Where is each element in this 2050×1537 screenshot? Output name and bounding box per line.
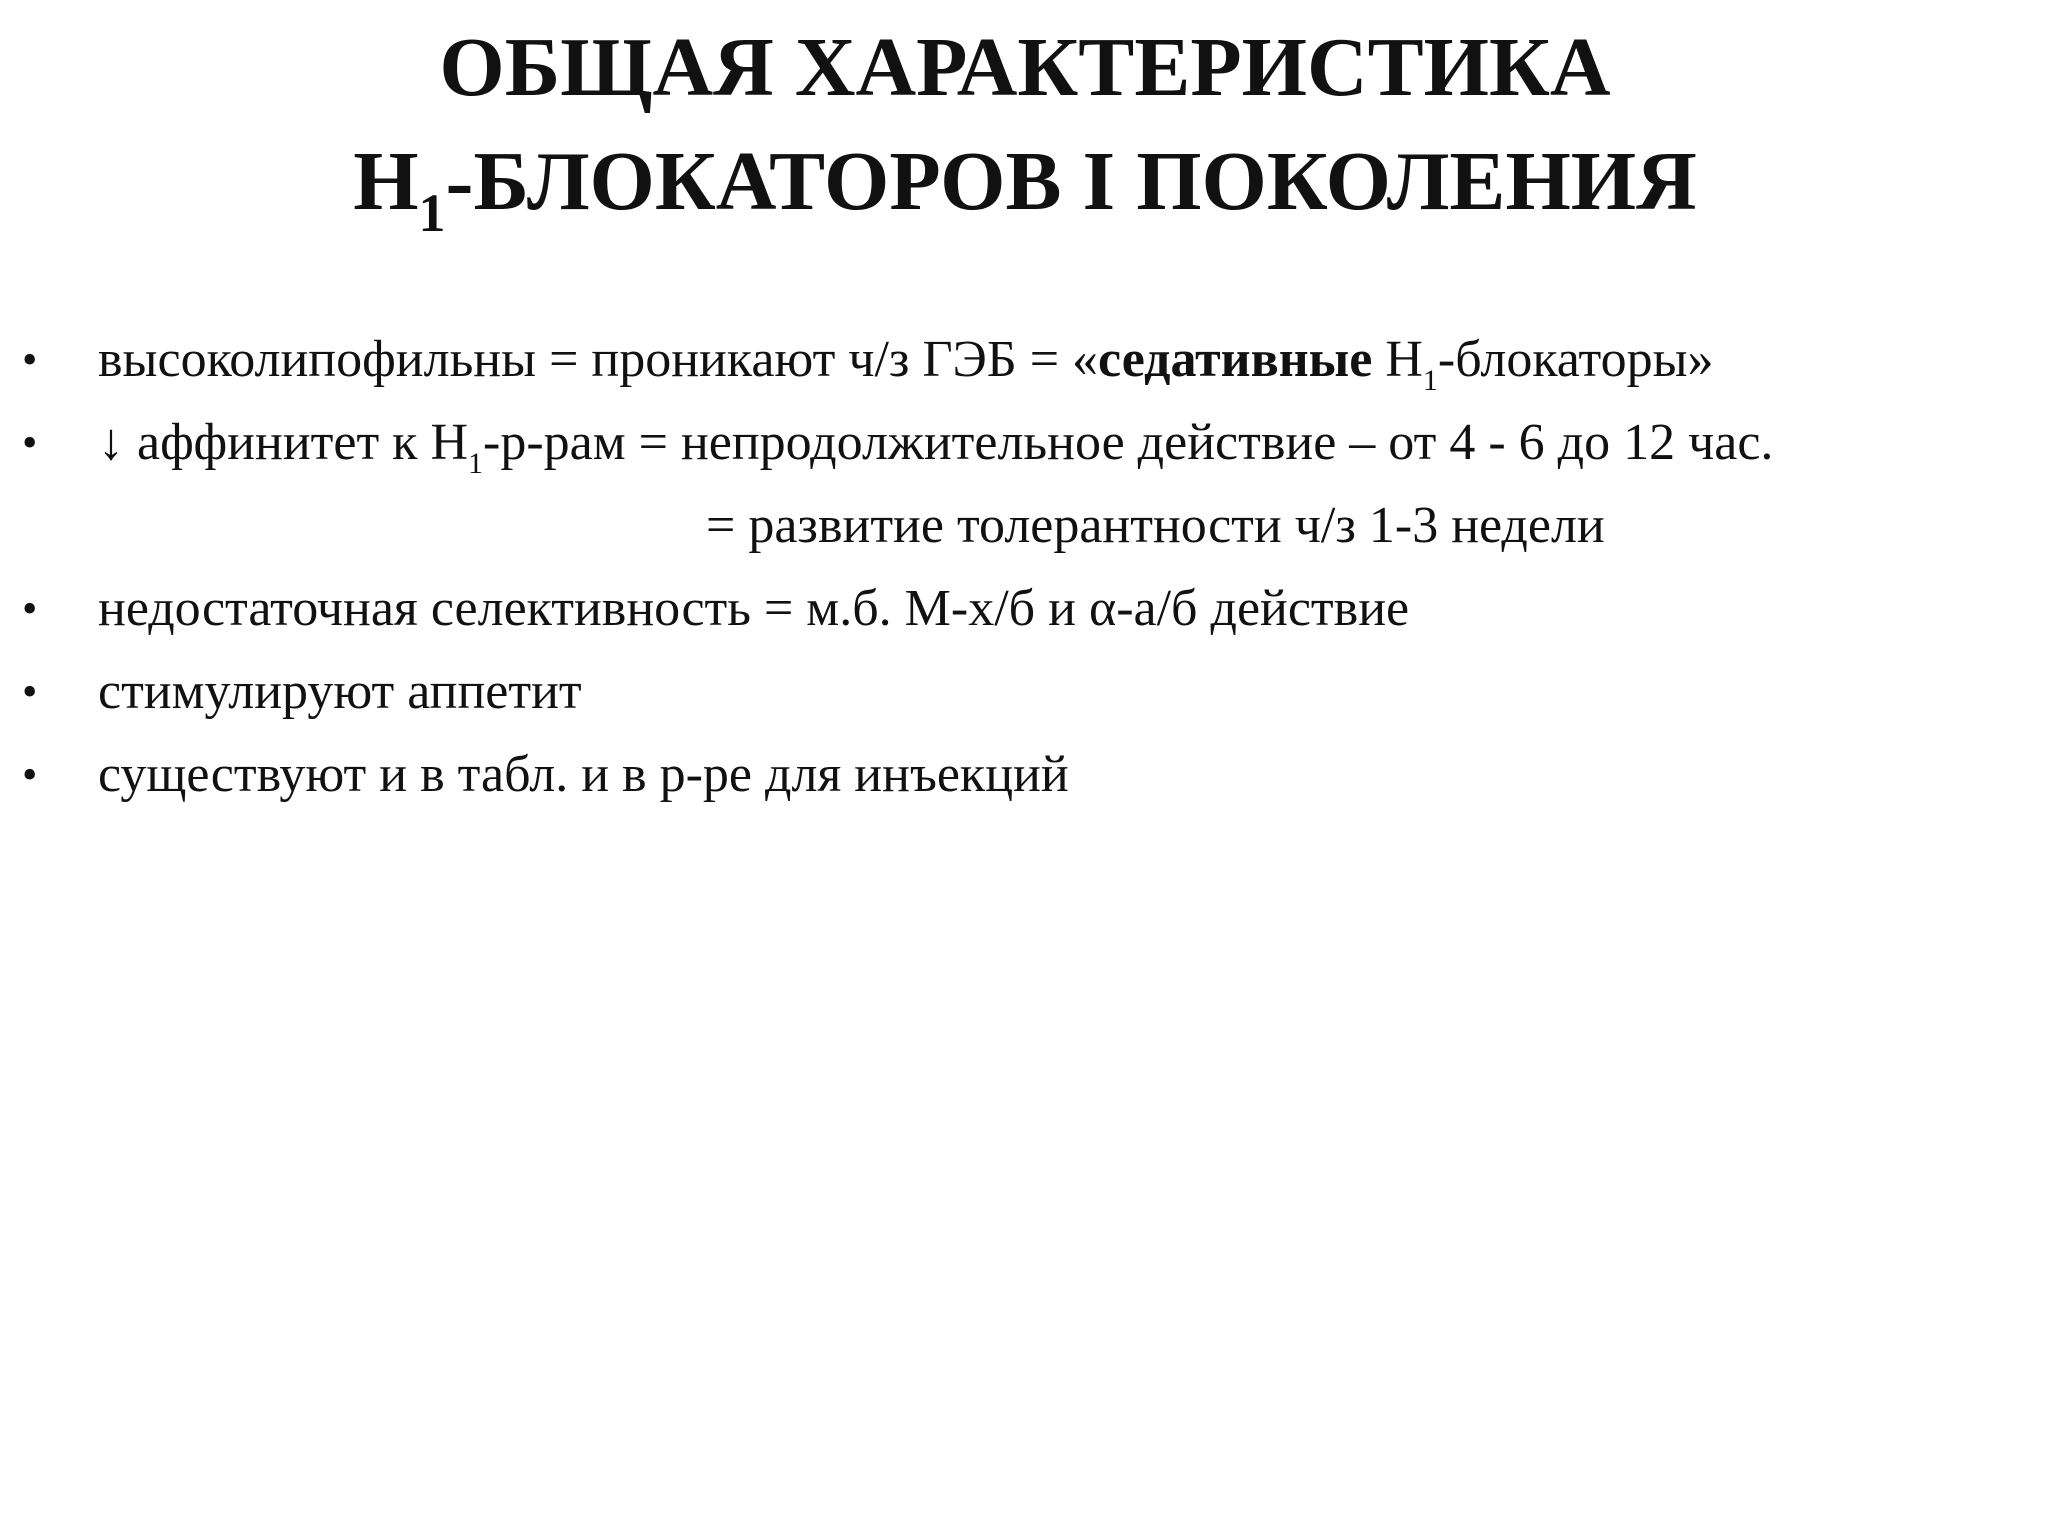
bullet-1-pre: высоколипофильны = проникают ч/з ГЭБ = « bbox=[98, 331, 1099, 388]
bullet-1-bold: седативные bbox=[1098, 331, 1373, 388]
bullet-1-mid: Н bbox=[1372, 331, 1423, 388]
slide-title-line-2 bbox=[0, 135, 2050, 243]
bullet-marker: • bbox=[22, 335, 38, 384]
bullet-5-text: существуют и в табл. и в р-ре для инъекций bbox=[98, 746, 1069, 803]
bullet-marker: • bbox=[22, 418, 38, 467]
bullet-2-pre: ↓ аффинитет к Н bbox=[98, 414, 468, 471]
bullet-2-continuation: = развитие толерантности ч/з 1-3 недели bbox=[706, 497, 1605, 554]
bullet-item-affinity bbox=[98, 414, 1774, 480]
bullet-1-post: -блокаторы» bbox=[1437, 331, 1714, 388]
bullet-2-subscript: 1 bbox=[468, 447, 483, 480]
bullet-3-text: недостаточная селективность = м.б. М-х/б и α-а/б действие bbox=[98, 580, 1410, 637]
bullet-4-text: стимулируют аппетит bbox=[98, 663, 582, 720]
bullet-marker: • bbox=[22, 584, 38, 633]
slide-title-line-1 bbox=[0, 21, 2050, 114]
title-line-2-prefix: Н bbox=[353, 135, 419, 228]
bullet-2-post: -р-рам = непродолжительное действие – от 4 - 6 до 12 час. bbox=[483, 414, 1774, 471]
title-subscript: 1 bbox=[418, 183, 446, 243]
title-line-2-suffix: -БЛОКАТОРОВ I ПОКОЛЕНИЯ bbox=[445, 135, 1697, 228]
bullet-item-appetite bbox=[98, 663, 582, 720]
title-line-1-text: ОБЩАЯ ХАРАКТЕРИСТИКА bbox=[439, 21, 1611, 114]
bullet-item-selectivity bbox=[98, 580, 1410, 637]
bullet-marker: • bbox=[22, 750, 38, 799]
bullet-item-forms bbox=[98, 746, 1069, 803]
bullet-marker: • bbox=[22, 667, 38, 716]
bullet-item-affinity-continuation bbox=[706, 497, 1605, 554]
bullet-1-subscript: 1 bbox=[1422, 364, 1438, 397]
bullet-item-lipophilic bbox=[98, 331, 1714, 397]
